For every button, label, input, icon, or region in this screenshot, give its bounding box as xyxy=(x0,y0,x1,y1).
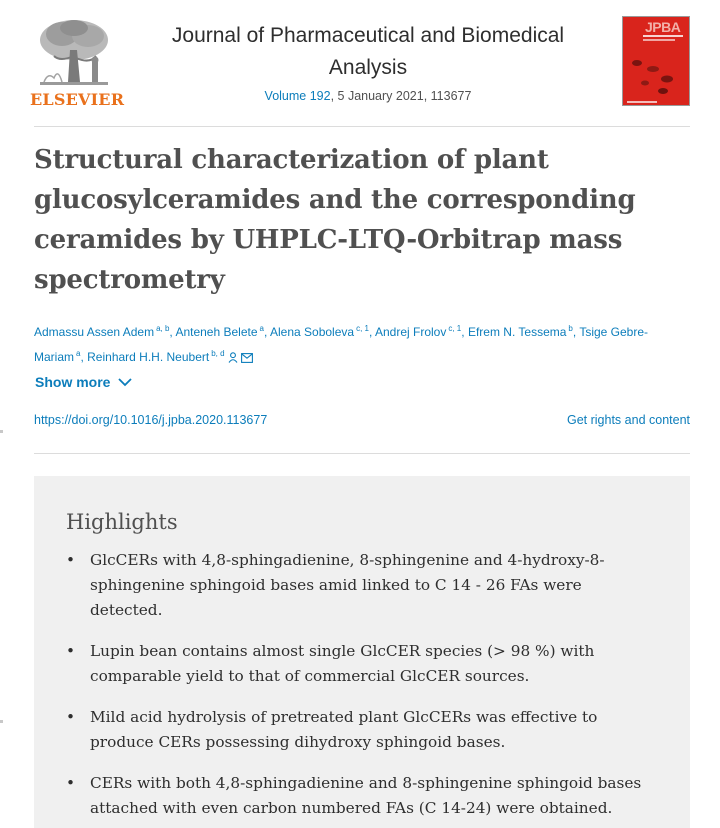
highlight-text: Mild acid hydrolysis of pretreated plant GlcCERs was effective to produce CERs possessing dihydroxy sphingoid bases. xyxy=(90,708,598,751)
issue-details: , 5 January 2021, 113677 xyxy=(330,89,472,103)
email-icon[interactable] xyxy=(241,353,253,363)
author-separator: , xyxy=(461,325,468,339)
author-affiliation-sup[interactable]: a, b xyxy=(156,324,170,333)
bullet-icon: • xyxy=(66,774,76,792)
cover-art-icon xyxy=(623,17,690,106)
person-icon[interactable] xyxy=(228,352,238,363)
section-divider xyxy=(34,453,690,454)
article-title: Structural characterization of plant glucosylceramides and the corresponding ceramides by UHPLC-LTQ-Orbitrap mass spectrometry xyxy=(34,145,636,295)
highlight-item xyxy=(66,705,658,755)
highlight-text: CERs with both 4,8-sphingadienine and 8-sphingenine sphingoid bases attached with even carbon numbered FAs (C 14-24) were obtained. xyxy=(90,774,642,817)
publisher-name: ELSEVIER xyxy=(30,90,125,109)
author-affiliation-sup[interactable]: c, 1 xyxy=(356,324,369,333)
highlight-text: Lupin bean contains almost single GlcCER species (> 98 %) with comparable yield to that of commercial GlcCER sources. xyxy=(90,642,595,685)
journal-info xyxy=(140,20,596,103)
author-link[interactable]: Anteneh Belete xyxy=(175,325,258,339)
cover-title: JPBA xyxy=(645,19,681,35)
author-affiliation-sup[interactable]: a xyxy=(259,324,264,333)
header-divider xyxy=(34,126,690,127)
edge-mark xyxy=(0,720,3,723)
author-link[interactable]: Alena Soboleva xyxy=(269,325,355,339)
author-affiliation-sup[interactable]: c, 1 xyxy=(448,324,462,333)
bullet-icon: • xyxy=(66,551,76,569)
author-separator: , xyxy=(368,325,375,339)
elsevier-tree-icon xyxy=(34,16,114,90)
highlights-heading: Highlights xyxy=(66,510,178,534)
bullet-icon: • xyxy=(66,642,76,660)
author-link[interactable]: Efrem N. Tessema xyxy=(467,325,567,339)
highlight-item xyxy=(66,639,658,689)
author-link[interactable]: Tsige Gebre-Mariam xyxy=(34,325,649,364)
journal-title[interactable] xyxy=(140,20,596,84)
author-affiliation-sup[interactable]: a xyxy=(76,349,81,358)
show-more-button[interactable] xyxy=(35,374,132,390)
highlight-item xyxy=(66,771,658,821)
elsevier-logo[interactable] xyxy=(30,16,125,109)
author-link[interactable]: Reinhard H.H. Neubert xyxy=(87,350,210,364)
edge-mark xyxy=(0,430,3,433)
author-list xyxy=(34,318,694,368)
author-link[interactable]: Andrej Frolov xyxy=(374,325,447,339)
author-affiliation-sup[interactable]: b, d xyxy=(211,349,225,358)
doi-link[interactable]: https://doi.org/10.1016/j.jpba.2020.113677 xyxy=(34,413,268,427)
get-rights-link[interactable]: Get rights and content xyxy=(567,413,690,427)
show-more-label: Show more xyxy=(35,374,111,390)
highlight-item xyxy=(66,548,658,623)
journal-cover[interactable] xyxy=(622,16,690,106)
author-separator: , xyxy=(263,325,270,339)
journal-title-line2: Analysis xyxy=(328,56,408,79)
author-affiliation-sup[interactable]: b xyxy=(568,324,573,333)
highlights-section xyxy=(34,476,690,828)
author-link[interactable]: Admassu Assen Adem xyxy=(34,325,155,339)
journal-header xyxy=(0,0,720,127)
author-separator: , xyxy=(572,325,580,339)
chevron-down-icon xyxy=(118,378,132,387)
author-separator: , xyxy=(80,350,88,364)
author-separator: , xyxy=(169,325,176,339)
issue-info xyxy=(140,89,596,103)
volume-link[interactable]: Volume 192 xyxy=(264,89,331,103)
journal-title-line1: Journal of Pharmaceutical and Biomedical xyxy=(171,24,565,47)
highlights-list xyxy=(66,548,658,821)
highlight-text: GlcCERs with 4,8-sphingadienine, 8-sphingenine and 4-hydroxy-8-sphingenine sphingoid bases amid linked to C 14 - 26 FAs were detected. xyxy=(90,551,605,619)
bullet-icon: • xyxy=(66,708,76,726)
